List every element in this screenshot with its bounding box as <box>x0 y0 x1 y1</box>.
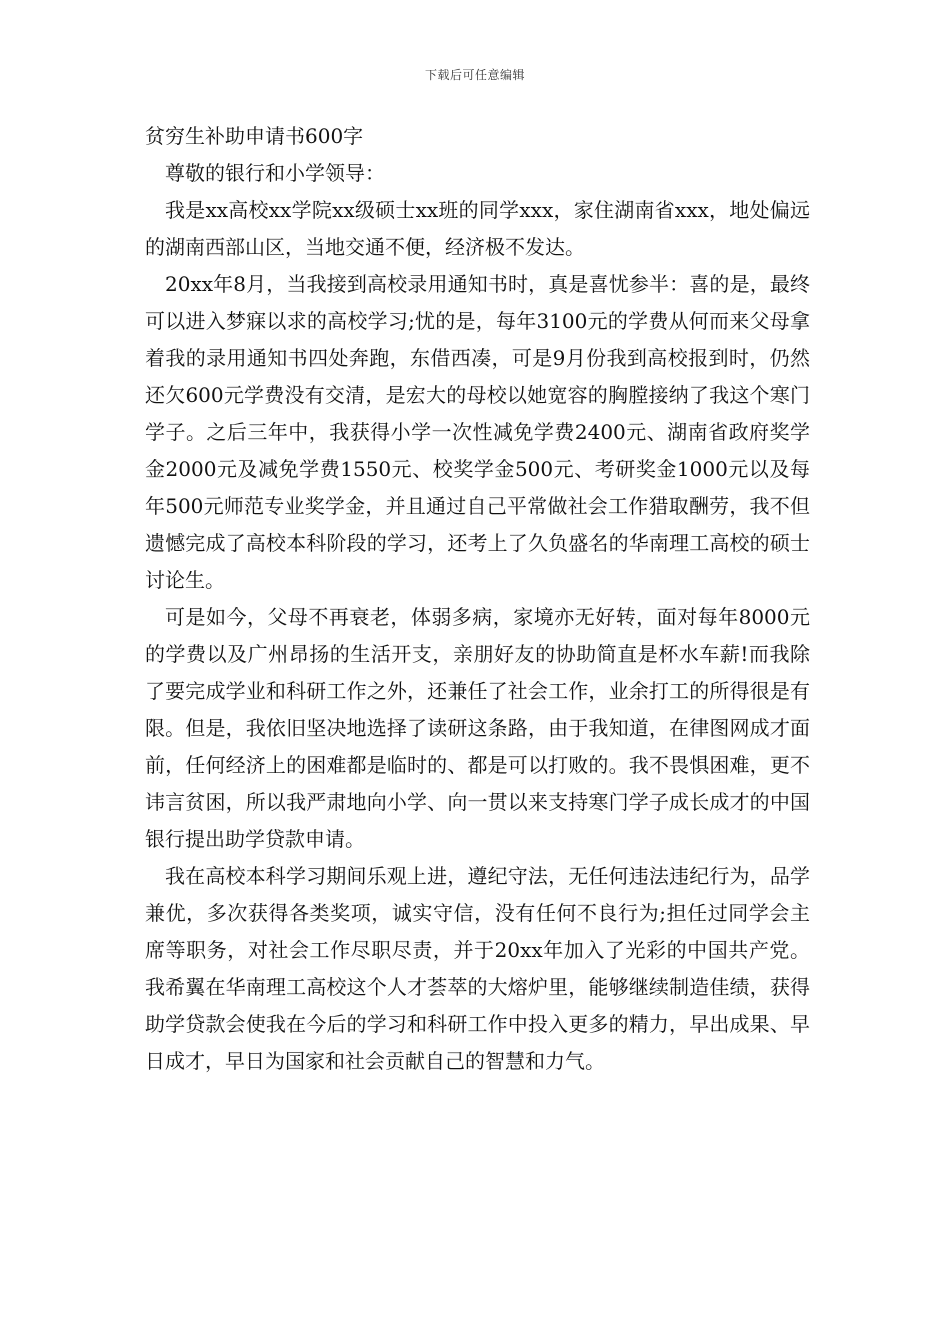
paragraph-3: 可是如今，父母不再衰老，体弱多病，家境亦无好转，面对每年8000元的学费以及广州昂扬的生活开支，亲朋好友的协助简直是杯水车薪!而我除了要完成学业和科研工作之外，还兼任了社会工作，业余打工的所得很是有限。但是，我依旧坚决地选择了读研这条路，由于我知道，在律图网成才面前，任何经济上的困难都是临时的、都是可以打败的。我不畏惧困难，更不讳言贫困，所以我严肃地向小学、向一贯以来支持寒门学子成长成才的中国银行提出助学贷款申请。 <box>145 605 810 851</box>
paragraph-1: 我是xx高校xx学院xx级硕士xx班的同学xxx，家住湖南省xxx，地处偏远的湖南西部山区，当地交通不便，经济极不发达。 <box>145 198 810 259</box>
paragraph-4: 我在高校本科学习期间乐观上进，遵纪守法，无任何违法违纪行为，品学兼优，多次获得各类奖项，诚实守信，没有任何不良行为;担任过同学会主席等职务，对社会工作尽职尽责，并于20xx年加入了光彩的中国共产党。我希翼在华南理工高校这个人才荟萃的大熔炉里，能够继续制造佳绩，获得助学贷款会使我在今后的学习和科研工作中投入更多的精力，早出成果、早日成才，早日为国家和社会贡献自己的智慧和力气。 <box>145 864 810 1073</box>
document-title: 贫穷生补助申请书600字 <box>145 124 364 148</box>
page-header-note: 下载后可任意编辑 <box>424 68 525 82</box>
paragraph-2: 20xx年8月，当我接到高校录用通知书时，真是喜忧参半：喜的是，最终可以进入梦寐以求的高校学习;忧的是，每年3100元的学费从何而来父母拿着我的录用通知书四处奔跑，东借西凑，可是9月份我到高校报到时，仍然还欠600元学费没有交清，是宏大的母校以她宽容的胸膛接纳了我这个寒门学子。之后三年中，我获得小学一次性减免学费2400元、湖南省政府奖学金2000元及减免学费1550元、校奖学金500元、考研奖金1000元以及每年500元师范专业奖学金，并且通过自己平常做社会工作猎取酬劳，我不但遗憾完成了高校本科阶段的学习，还考上了久负盛名的华南理工高校的硕士讨论生。 <box>145 272 810 592</box>
salutation: 尊敬的银行和小学领导： <box>165 161 385 185</box>
document-body <box>145 118 810 1080</box>
